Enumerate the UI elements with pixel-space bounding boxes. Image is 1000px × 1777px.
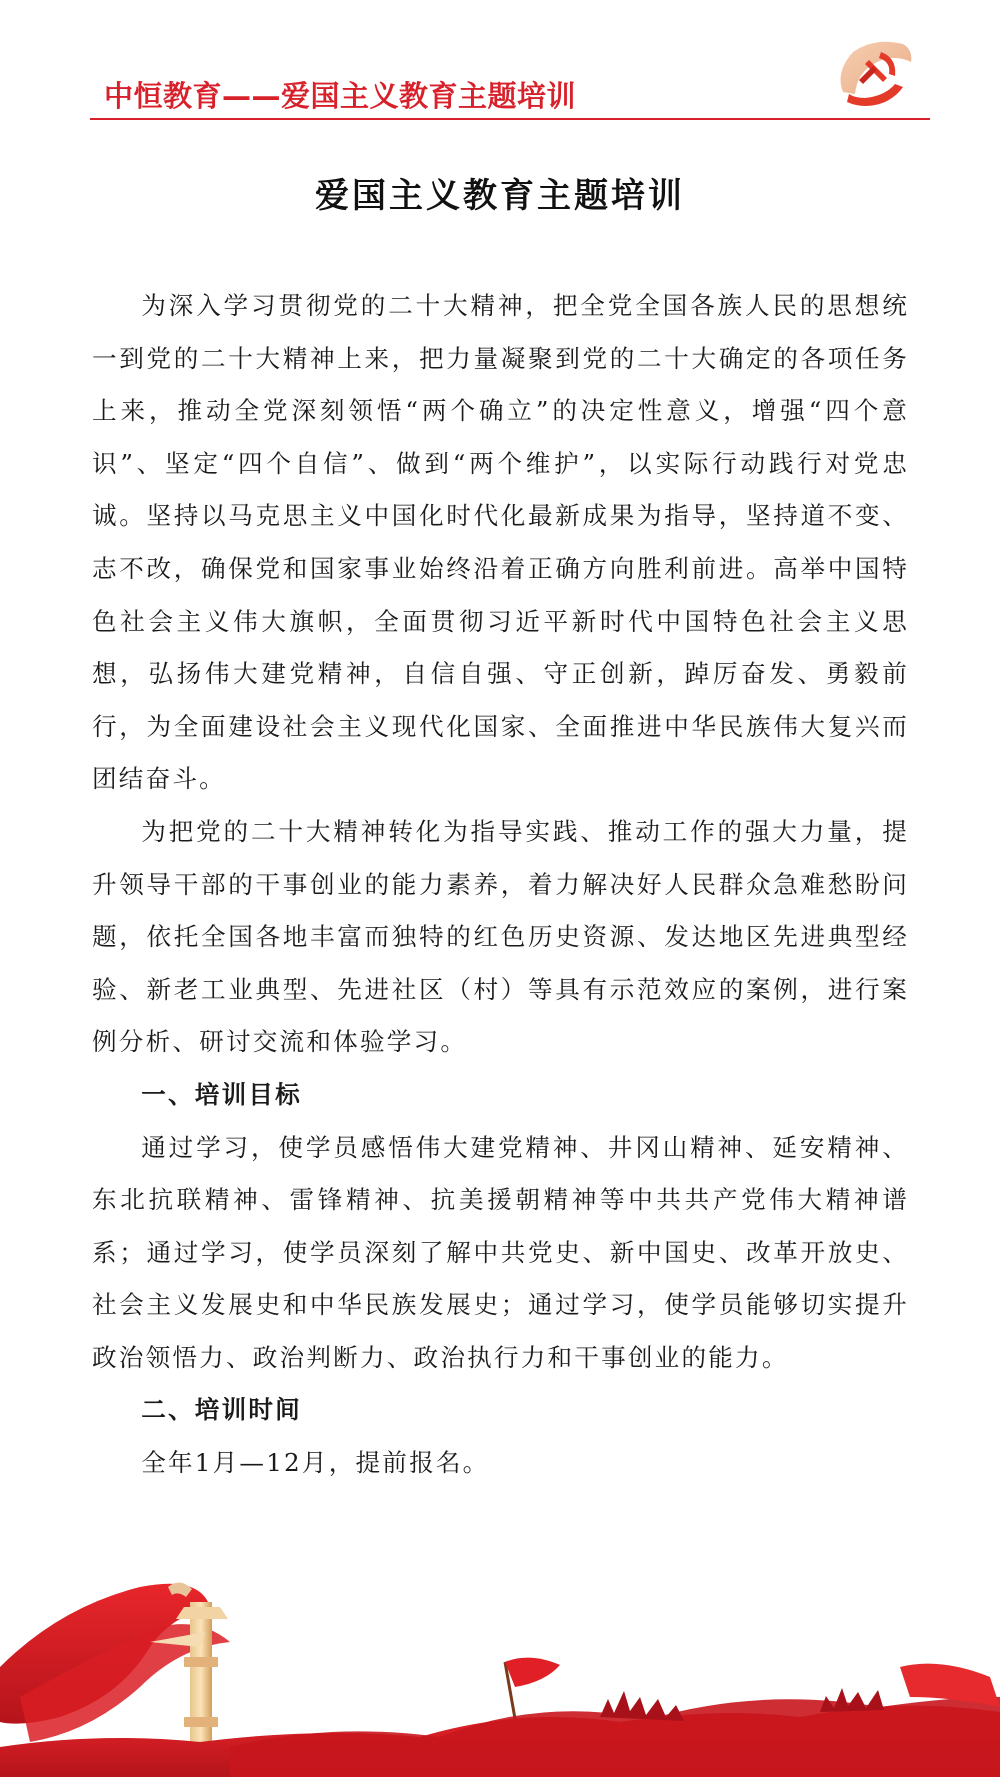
section-heading-time: 二、培训时间 bbox=[141, 1395, 302, 1425]
header-title: 中恒教育——爱国主义教育主题培训 bbox=[104, 79, 577, 113]
section-text-time: 全年1月—12月，提前报名。 bbox=[141, 1448, 490, 1478]
document-body bbox=[92, 280, 909, 1490]
section-heading-goals: 一、培训目标 bbox=[141, 1079, 302, 1109]
section-text-goals: 通过学习，使学员感悟伟大建党精神、井冈山精神、延安精神、东北抗联精神、雷锋精神、抗美援朝精神等中共共产党伟大精神谱系；通过学习，使学员深刻了解中共党史、新中国史、改革开放史、社会主义发展史和中华民族发展史；通过学习，使学员能够切实提升政治领悟力、政治判断力、政治执行力和干事创业的能力。 bbox=[92, 1132, 909, 1372]
intro-paragraph-2: 为把党的二十大精神转化为指导实践、推动工作的强大力量，提升领导干部的干事创业的能力素养，着力解决好人民群众急难愁盼问题，依托全国各地丰富而独特的红色历史资源、发达地区先进典型经验、新老工业典型、先进社区（村）等具有示范效应的案例，进行案例分析、研讨交流和体验学习。 bbox=[92, 816, 909, 1057]
header-divider bbox=[90, 118, 930, 120]
intro-paragraph-1: 为深入学习贯彻党的二十大精神，把全党全国各族人民的思想统一到党的二十大精神上来，把力量凝聚到党的二十大确定的各项任务上来，推动全党深刻领悟“两个确立”的决定性意义，增强“四个意识”、坚定“四个自信”、做到“两个维护”，以实际行动践行对党忠诚。坚持以马克思主义中国化时代化最新成果为指导，坚持道不变、志不改，确保党和国家事业始终沿着正确方向胜利前进。高举中国特色社会主义伟大旗帜，全面贯彻习近平新时代中国特色社会主义思想，弘扬伟大建党精神，自信自强、守正创新，踔厉奋发、勇毅前行，为全面建设社会主义现代化国家、全面推进中华民族伟大复兴而团结奋斗。 bbox=[92, 291, 909, 794]
document-title: 爱国主义教育主题培训 bbox=[315, 176, 685, 216]
red-flag-monument-decoration bbox=[0, 1547, 1000, 1777]
party-emblem-icon bbox=[825, 32, 920, 117]
page-header bbox=[90, 0, 930, 125]
